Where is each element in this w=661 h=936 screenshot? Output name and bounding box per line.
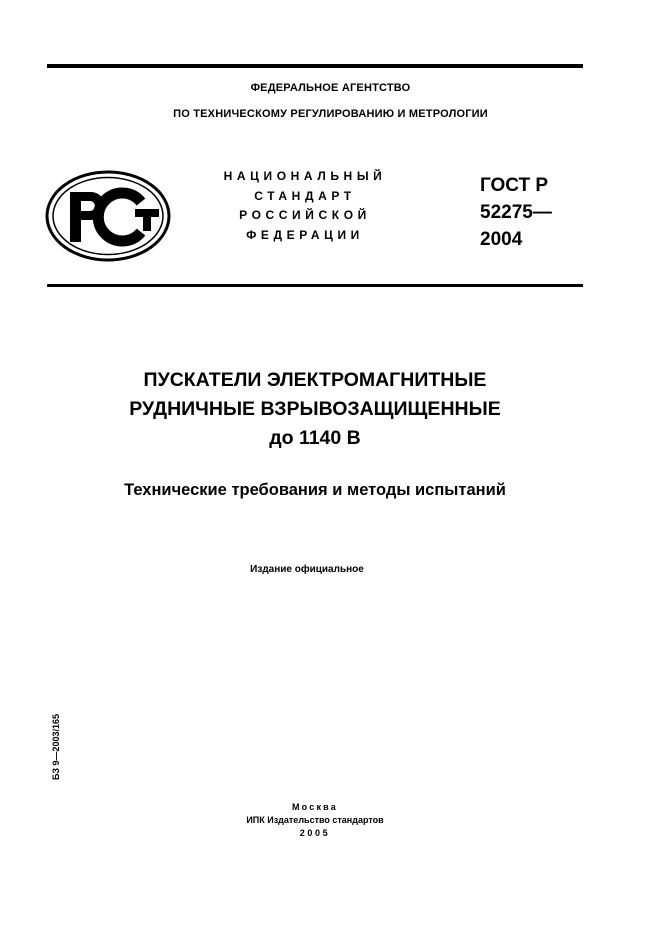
top-divider <box>47 64 583 68</box>
designation-line: 2004 <box>480 229 523 250</box>
title-line: до 1140 В <box>269 427 361 449</box>
standard-type-line: РОССИЙСКОЙ <box>239 208 371 222</box>
document-title <box>0 366 630 453</box>
designation-line: ГОСТ Р <box>480 175 549 196</box>
publisher-city: Москва <box>291 802 338 812</box>
standard-type-line: ФЕДЕРАЦИИ <box>246 227 364 242</box>
agency-name-line-2: ПО ТЕХНИЧЕСКОМУ РЕГУЛИРОВАНИЮ И МЕТРОЛОГИИ <box>173 108 488 120</box>
publisher-block <box>0 801 630 840</box>
document-subtitle: Технические требования и методы испытаний <box>124 481 506 499</box>
standard-type-block <box>200 167 410 245</box>
side-catalog-code: БЗ 9—2003/165 <box>51 713 61 780</box>
publication-year: 2005 <box>299 828 331 838</box>
standard-type-line: НАЦИОНАЛЬНЫЙ <box>223 169 387 183</box>
title-line: РУДНИЧНЫЕ ВЗРЫВОЗАЩИЩЕННЫЕ <box>129 398 501 420</box>
publisher-name: ИПК Издательство стандартов <box>246 815 384 825</box>
designation-line: 52275— <box>480 202 552 223</box>
standard-designation <box>480 172 552 253</box>
title-line: ПУСКАТЕЛИ ЭЛЕКТРОМАГНИТНЫЕ <box>143 369 487 391</box>
agency-name-line-1: ФЕДЕРАЛЬНОЕ АГЕНТСТВО <box>250 82 411 94</box>
rst-logo-icon <box>45 170 175 262</box>
edition-label: Издание официальное <box>250 564 364 575</box>
standard-type-line: СТАНДАРТ <box>254 188 356 203</box>
middle-divider <box>47 284 583 287</box>
